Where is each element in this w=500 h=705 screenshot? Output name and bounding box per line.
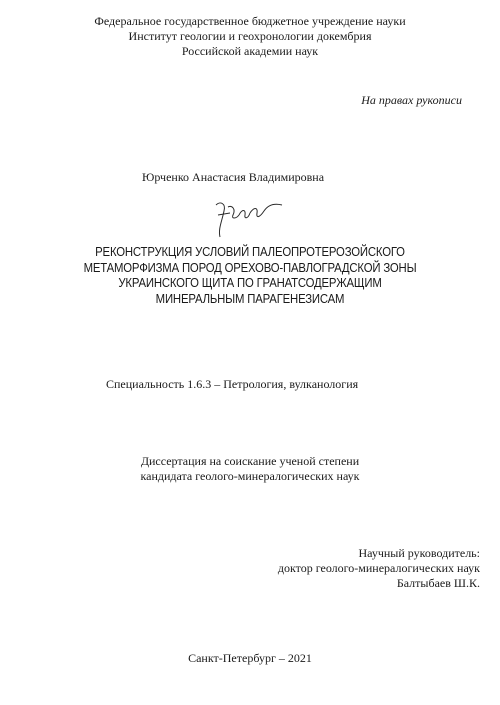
- supervisor-name: Балтыбаев Ш.К.: [396, 576, 480, 590]
- rights-note: На правах рукописи: [361, 93, 462, 107]
- title-line: МИНЕРАЛЬНЫМ ПАРАГЕНЕЗИСАМ: [155, 290, 345, 306]
- degree-line: Диссертация на соискание ученой степени: [140, 454, 360, 468]
- title-line: УКРАИНСКОГО ЩИТА ПО ГРАНАТСОДЕРЖАЩИМ: [118, 275, 382, 290]
- title-line: МЕТАМОРФИЗМА ПОРОД ОРЕХОВО-ПАВЛОГРАДСКОЙ ЗОНЫ: [83, 259, 417, 275]
- degree-line: кандидата геолого-минералогических наук: [140, 469, 360, 483]
- city-year: Санкт-Петербург – 2021: [188, 651, 312, 665]
- supervisor-block: [278, 546, 480, 591]
- institution-line: Институт геологии и геохронологии докембрия: [128, 29, 372, 43]
- institution-line: Федеральное государственное бюджетное учреждение науки: [94, 14, 406, 28]
- dissertation-title: [35, 244, 465, 306]
- signature: [212, 193, 292, 243]
- degree-block: [0, 454, 500, 484]
- specialty: Специальность 1.6.3 – Петрология, вулканология: [106, 377, 359, 391]
- author-name: Юрченко Анастасия Владимировна: [142, 170, 325, 184]
- institution-block: [0, 14, 500, 59]
- title-line: РЕКОНСТРУКЦИЯ УСЛОВИЙ ПАЛЕОПРОТЕРОЗОЙСКОГО: [95, 244, 405, 259]
- supervisor-degree: доктор геолого-минералогических наук: [277, 561, 480, 575]
- institution-line: Российской академии наук: [181, 44, 319, 58]
- supervisor-label: Научный руководитель:: [358, 546, 480, 560]
